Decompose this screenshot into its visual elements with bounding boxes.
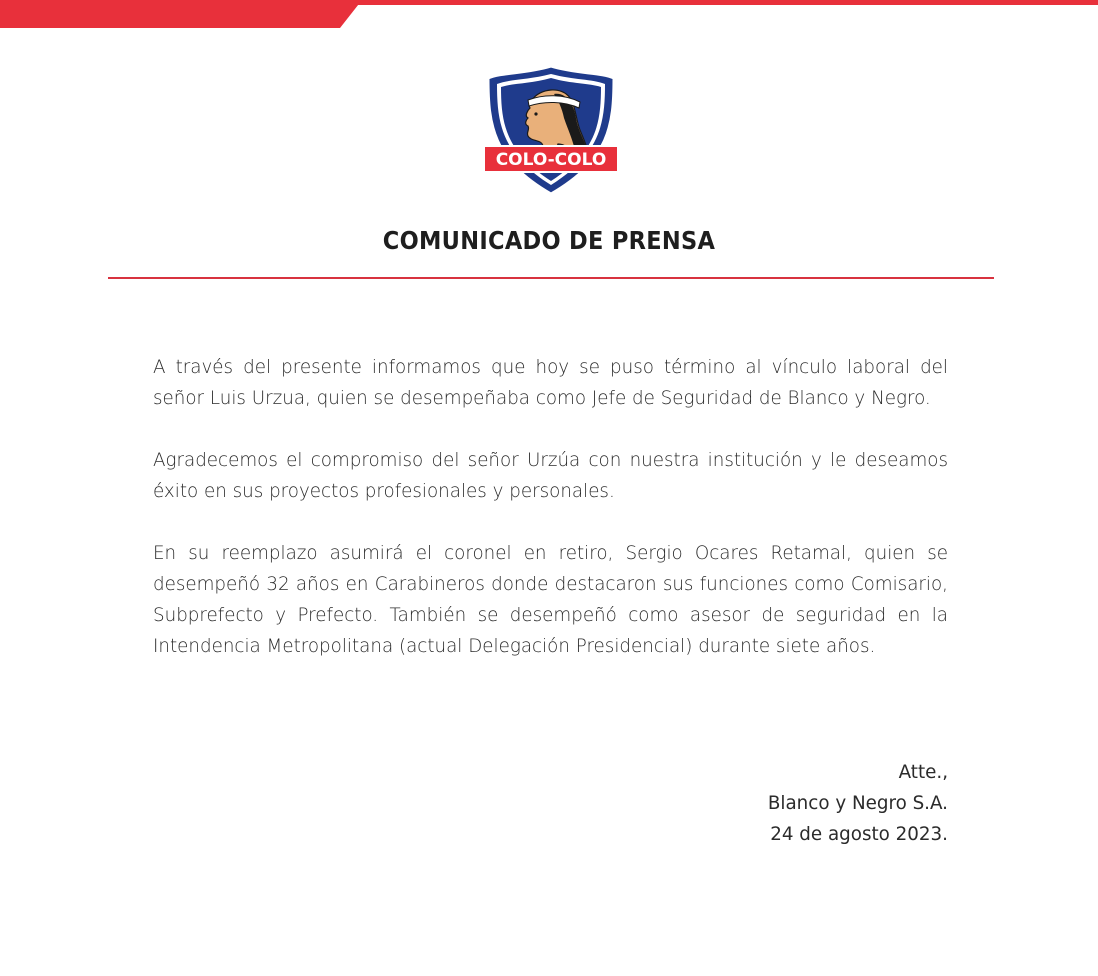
page-title: COMUNICADO DE PRENSA bbox=[382, 226, 716, 255]
press-release-body bbox=[153, 352, 948, 693]
signature-date: 24 de agosto 2023. bbox=[770, 824, 948, 845]
paragraph-2: Agradecemos el compromiso del señor Urzúa con nuestra institución y le deseamos éxito en sus proyectos profesionales y personales. bbox=[153, 450, 948, 502]
paragraph-3: En su reemplazo asumirá el coronel en retiro, Sergio Ocares Retamal, quien se desempeñó 32 años en Carabineros donde destacaron sus funciones como Comisario, Subprefecto y Prefecto. También se desempeñó como asesor de seguridad en la Intendencia Metropolitana (actual Delegación Presidencial) durante siete años. bbox=[153, 543, 948, 657]
colo-colo-crest-logo bbox=[484, 64, 618, 196]
signature-closing: Atte., bbox=[898, 762, 948, 783]
signature-block bbox=[768, 757, 948, 850]
paragraph-1: A través del presente informamos que hoy se puso término al vínculo laboral del señor Luis Urzua, quien se desempeñaba como Jefe de Seguridad de Blanco y Negro. bbox=[153, 357, 948, 409]
top-accent-bar bbox=[0, 0, 1098, 28]
title-divider bbox=[108, 277, 994, 279]
signature-organization: Blanco y Negro S.A. bbox=[767, 793, 948, 814]
logo-text: COLO-COLO bbox=[495, 150, 607, 170]
